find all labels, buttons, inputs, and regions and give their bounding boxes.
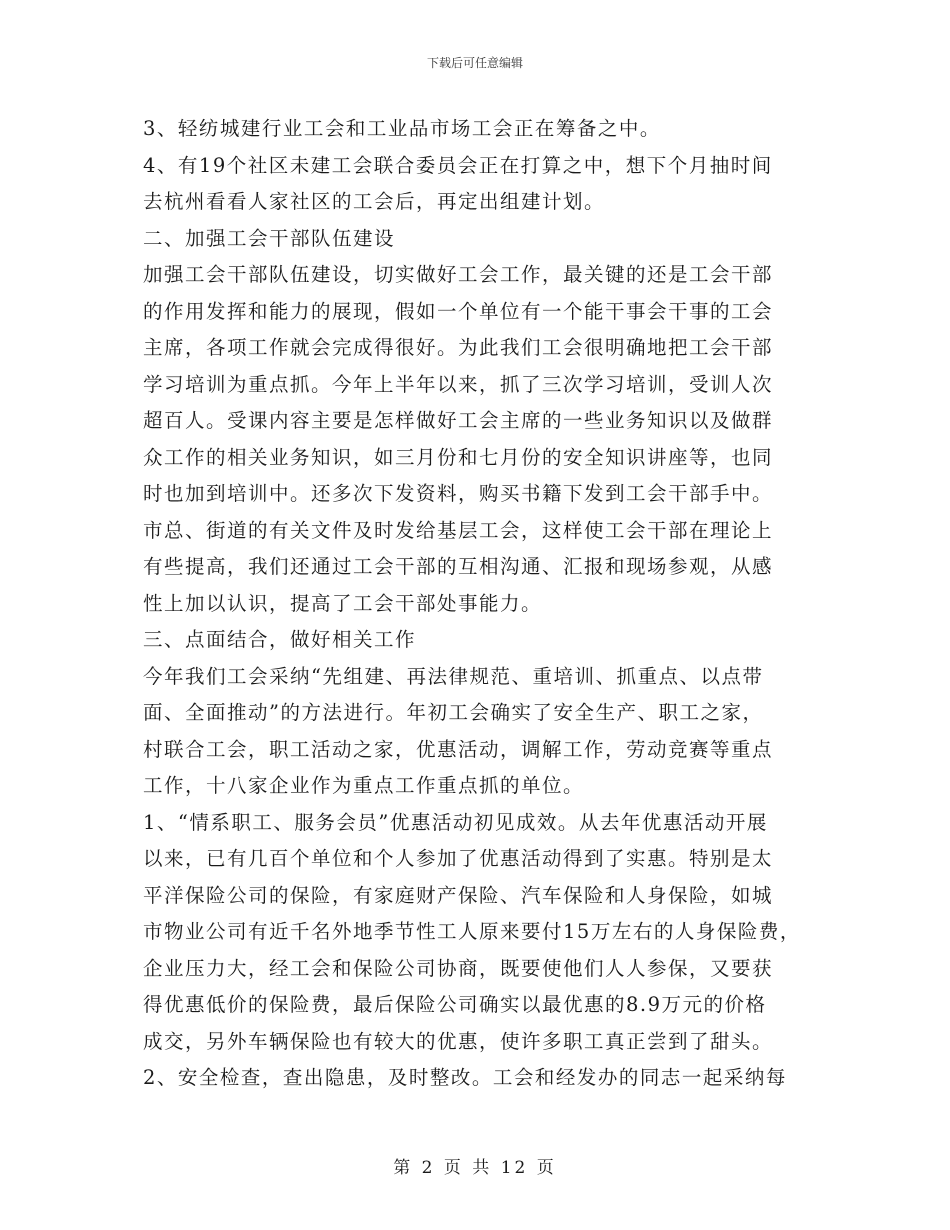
body-line: 市总、街道的有关文件及时发给基层工会，这样使工会干部在理论上 (143, 518, 774, 542)
body-line: 4、有19个社区未建工会联合委员会正在打算之中，想下个月抽时间 (143, 153, 773, 177)
body-line: 加强工会干部队伍建设，切实做好工会工作，最关键的还是工会干部 (143, 263, 774, 286)
body-line: 学习培训为重点抓。今年上半年以来，抓了三次学习培训，受训人次 (143, 372, 774, 396)
section-heading: 三、点面结合，做好相关工作 (143, 628, 417, 651)
body-line: 平洋保险公司的保险，有家庭财产保险、汽车保险和人身保险，如城 (143, 883, 774, 907)
body-line: 企业压力大，经工会和保险公司协商，既要使他们人人参保，又要获 (143, 956, 774, 980)
body-line: 超百人。受课内容主要是怎样做好工会主席的一些业务知识以及做群 (143, 409, 774, 432)
body-line: 去杭州看看人家社区的工会后，再定出组建计划。 (143, 190, 606, 213)
body-line: 工作，十八家企业作为重点工作重点抓的单位。 (143, 774, 585, 797)
body-line: 成交，另外车辆保险也有较大的优惠，使许多职工真正尝到了甜头。 (143, 1029, 774, 1053)
section-heading: 二、加强工会干部队伍建设 (143, 226, 396, 250)
body-line: 1、“情系职工、服务会员”优惠活动初见成效。从去年优惠活动开展 (143, 810, 768, 834)
body-line: 性上加以认识，提高了工会干部处事能力。 (143, 591, 543, 615)
body-line: 以来，已有几百个单位和个人参加了优惠活动得到了实惠。特别是太 (143, 847, 774, 870)
body-line: 今年我们工会采纳“先组建、再法律规范、重培训、抓重点、以点带 (143, 664, 764, 688)
body-line: 主席，各项工作就会完成得很好。为此我们工会很明确地把工会干部 (143, 336, 774, 359)
document-body (143, 111, 823, 1097)
body-line: 面、全面推动”的方法进行。年初工会确实了安全生产、职工之家， (143, 701, 764, 724)
body-line: 得优惠低价的保险费，最后保险公司确实以最优惠的8.9万元的价格 (143, 993, 767, 1016)
body-line: 有些提高，我们还通过工会干部的互相沟通、汇报和现场参观，从感 (143, 555, 774, 578)
body-line: 众工作的相关业务知识，如三月份和七月份的安全知识讲座等，也同 (143, 445, 774, 469)
page-header: 下载后可任意编辑 (426, 56, 523, 70)
body-line: 3、轻纺城建行业工会和工业品市场工会正在筹备之中。 (143, 117, 661, 140)
body-line: 时也加到培训中。还多次下发资料，购买书籍下发到工会干部手中。 (143, 482, 774, 505)
page-footer: 第 2 页 共 12 页 (393, 1158, 557, 1178)
body-line: 的作用发挥和能力的展现，假如一个单位有一个能干事会干事的工会 (143, 299, 774, 323)
body-line: 2、安全检查，查出隐患，及时整改。工会和经发办的同志一起采纳每 (143, 1066, 787, 1089)
body-line: 村联合工会，职工活动之家，优惠活动，调解工作，劳动竞赛等重点 (143, 737, 774, 761)
body-line: 市物业公司有近千名外地季节性工人原来要付15万左右的人身保险费， (143, 920, 801, 943)
